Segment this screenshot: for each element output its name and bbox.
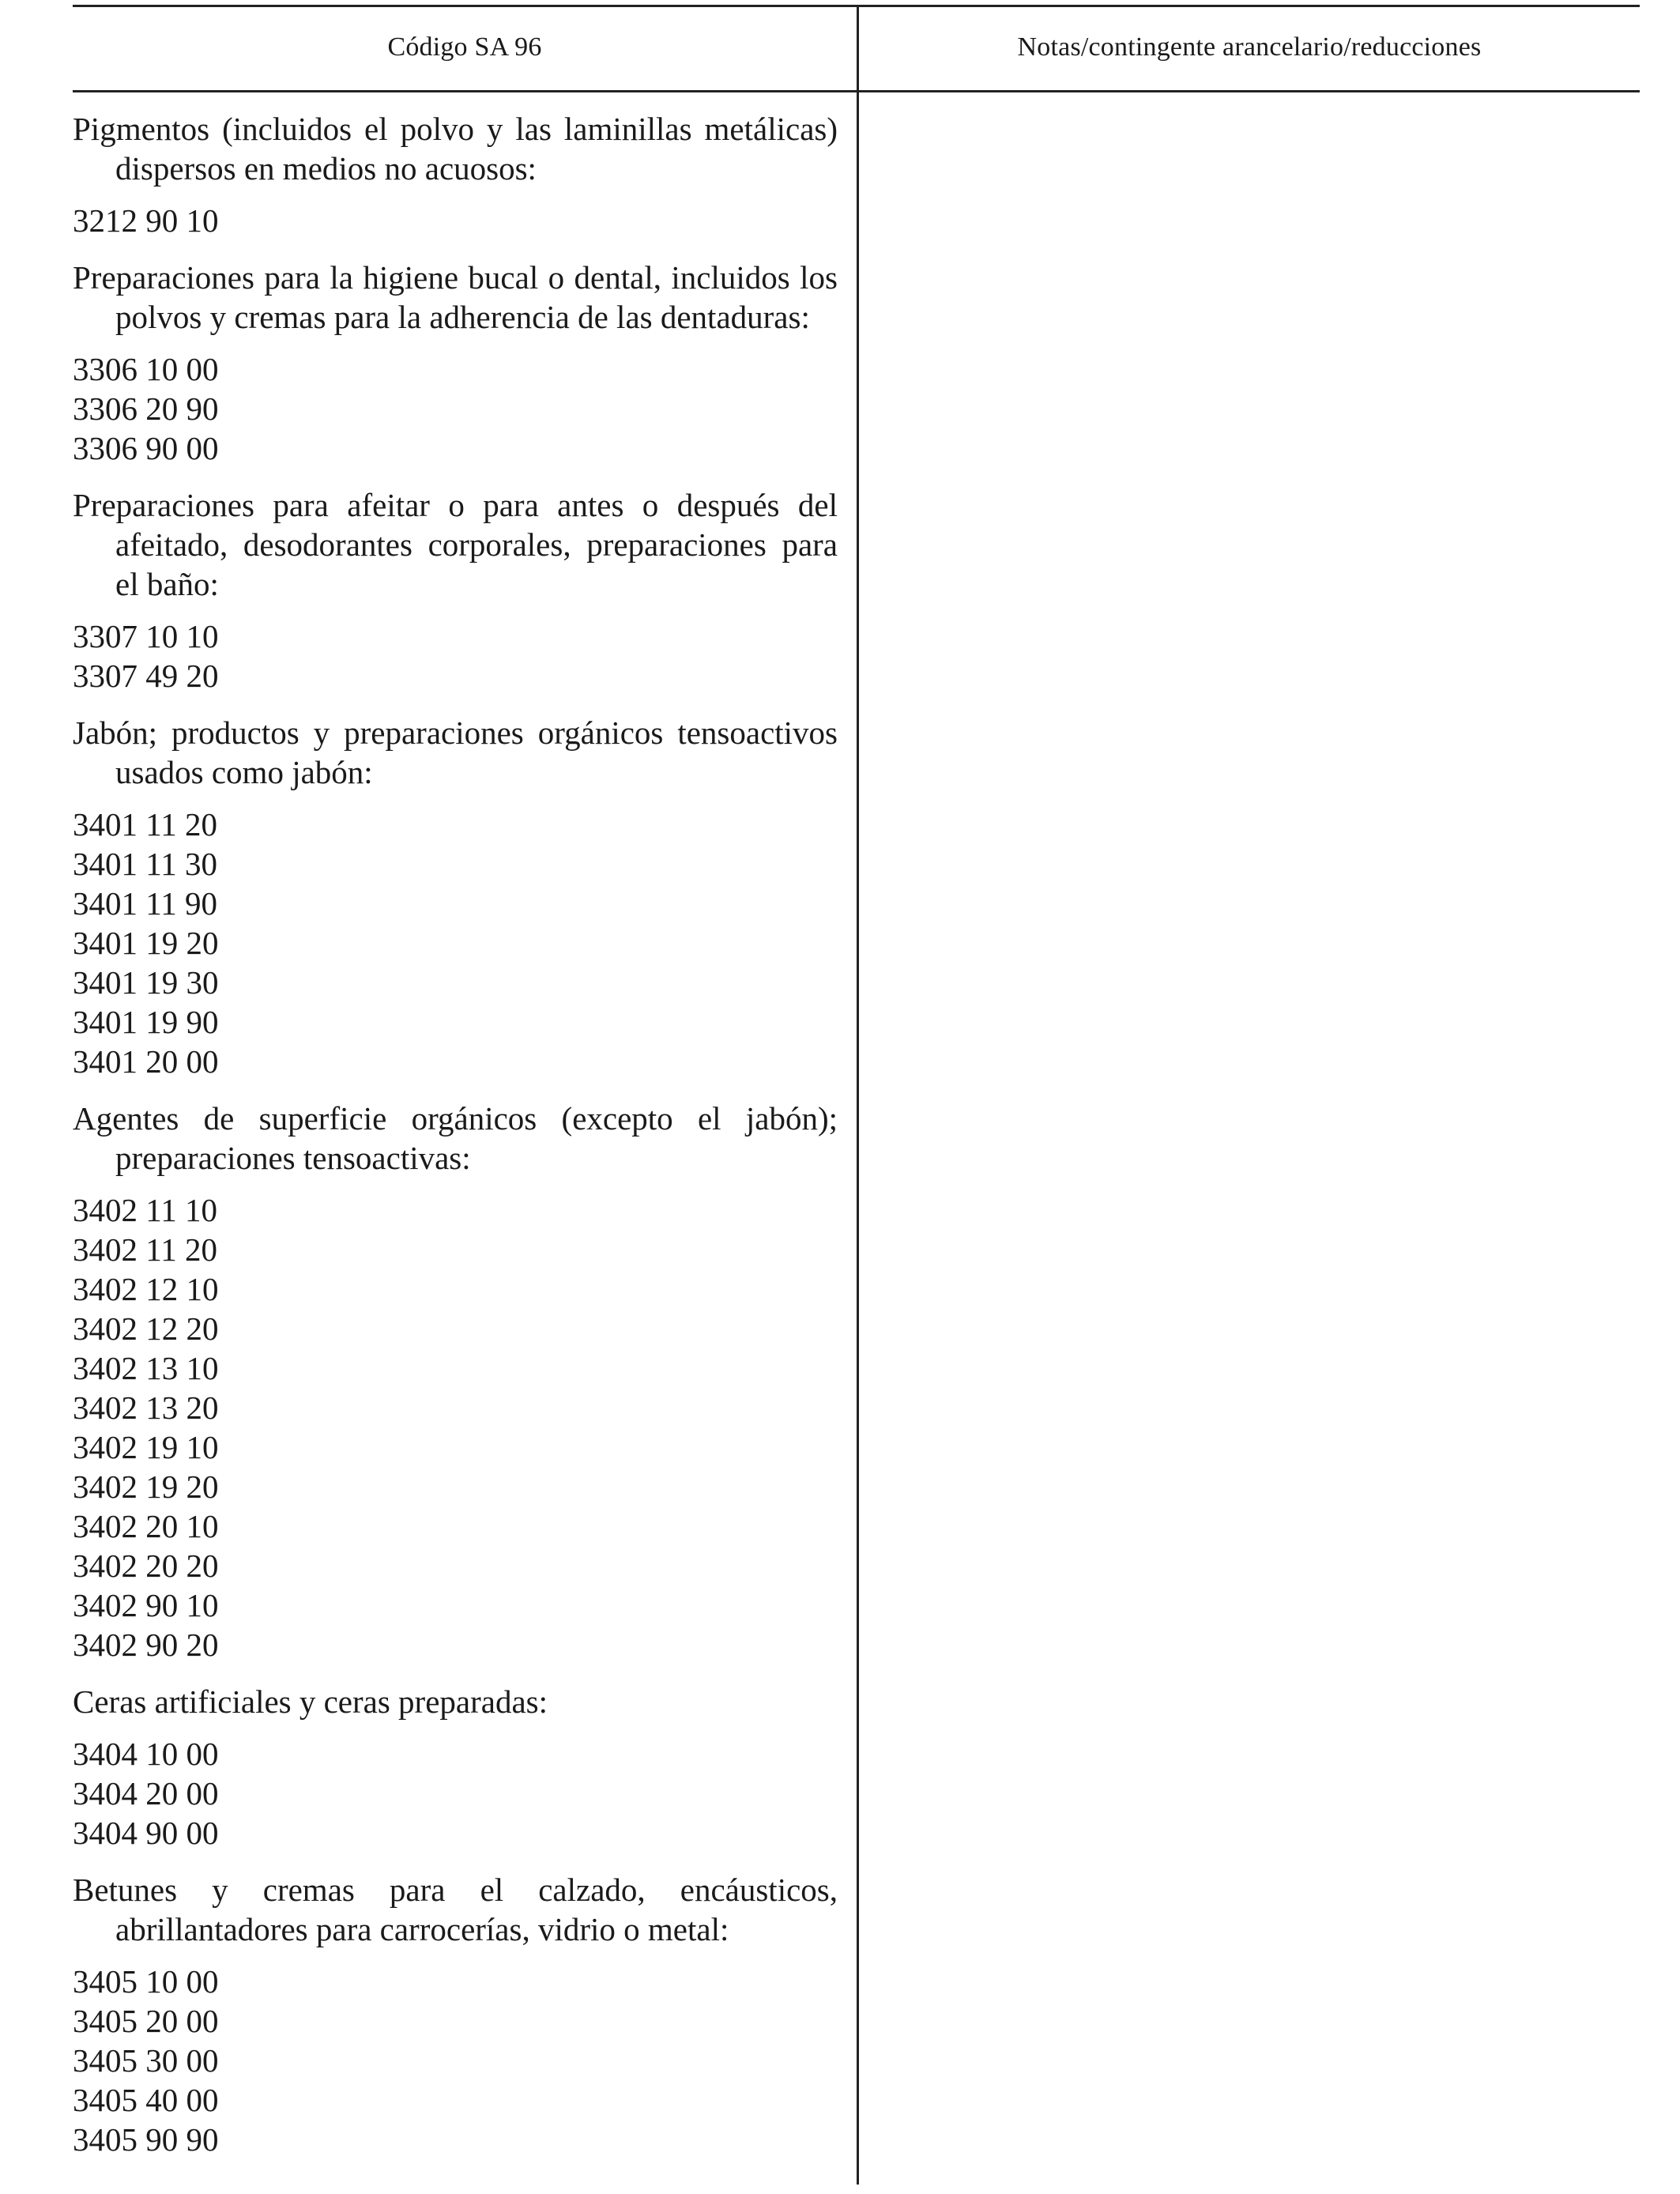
hs-code: 3401 19 20 — [73, 925, 219, 961]
hs-code-list — [73, 1190, 838, 1664]
hs-code: 3401 19 30 — [73, 964, 219, 1001]
hs-code: 3402 13 20 — [73, 1389, 219, 1426]
hs-code: 3405 20 00 — [73, 2003, 219, 2039]
code-column — [73, 109, 838, 2177]
product-group — [73, 713, 838, 1081]
column-header-code: Código SA 96 — [387, 32, 542, 62]
product-group — [73, 1099, 838, 1664]
group-description: Pigmentos (incluidos el polvo y las laminillas metálicas) dispersos en medios no acuosos: — [73, 111, 838, 187]
hs-code: 3401 11 30 — [73, 846, 217, 882]
hs-code: 3212 90 10 — [73, 202, 219, 239]
hs-code: 3402 20 20 — [73, 1547, 219, 1584]
hs-code: 3401 19 90 — [73, 1004, 219, 1040]
hs-code: 3405 90 90 — [73, 2121, 219, 2158]
hs-code: 3401 11 90 — [73, 885, 217, 922]
hs-code-list — [73, 805, 838, 1081]
hs-code: 3306 90 00 — [73, 430, 219, 466]
group-description: Preparaciones para afeitar o para antes o después del afeitado, desodorantes corporales, preparaciones para el baño: — [73, 487, 838, 602]
product-group — [73, 258, 838, 468]
hs-code-list — [73, 616, 838, 696]
hs-code: 3405 30 00 — [73, 2042, 219, 2079]
hs-code: 3404 90 00 — [73, 1815, 219, 1851]
hs-code: 3307 10 10 — [73, 618, 219, 654]
hs-code: 3404 10 00 — [73, 1736, 219, 1772]
hs-code: 3402 12 20 — [73, 1310, 219, 1347]
hs-code: 3405 40 00 — [73, 2082, 219, 2118]
hs-code-list — [73, 1962, 838, 2159]
hs-code: 3402 12 10 — [73, 1271, 219, 1307]
hs-code: 3402 19 20 — [73, 1468, 219, 1505]
hs-code: 3402 20 10 — [73, 1508, 219, 1544]
hs-code: 3405 10 00 — [73, 1963, 219, 2000]
group-description: Ceras artificiales y ceras preparadas: — [73, 1683, 548, 1720]
hs-code: 3402 11 20 — [73, 1231, 217, 1268]
hs-code: 3306 20 90 — [73, 390, 219, 427]
hs-code-list — [73, 201, 838, 240]
hs-code: 3402 19 10 — [73, 1429, 219, 1465]
hs-code: 3402 90 20 — [73, 1627, 219, 1663]
product-group — [73, 109, 838, 240]
group-description: Betunes y cremas para el calzado, encáusticos, abrillantadores para carrocerías, vidrio o metal: — [73, 1872, 838, 1947]
product-group — [73, 1870, 838, 2159]
product-group — [73, 1682, 838, 1853]
group-description: Jabón; productos y preparaciones orgánicos tensoactivos usados como jabón: — [73, 714, 838, 790]
hs-code: 3307 49 20 — [73, 658, 219, 694]
hs-code: 3402 90 10 — [73, 1587, 219, 1623]
hs-code: 3401 11 20 — [73, 806, 217, 843]
column-header-notes: Notas/contingente arancelario/reducciones — [1017, 32, 1482, 62]
hs-code-list — [73, 1734, 838, 1853]
product-group — [73, 485, 838, 696]
hs-code: 3306 10 00 — [73, 351, 219, 387]
hs-code-list — [73, 349, 838, 468]
group-description: Preparaciones para la higiene bucal o dental, incluidos los polvos y cremas para la adherencia de las dentaduras: — [73, 259, 838, 335]
group-description: Agentes de superficie orgánicos (excepto el jabón); preparaciones tensoactivas: — [73, 1100, 838, 1176]
hs-code: 3404 20 00 — [73, 1775, 219, 1811]
hs-code: 3402 13 10 — [73, 1350, 219, 1386]
hs-code: 3402 11 10 — [73, 1192, 217, 1228]
column-divider — [857, 5, 859, 2185]
hs-code: 3401 20 00 — [73, 1043, 219, 1080]
